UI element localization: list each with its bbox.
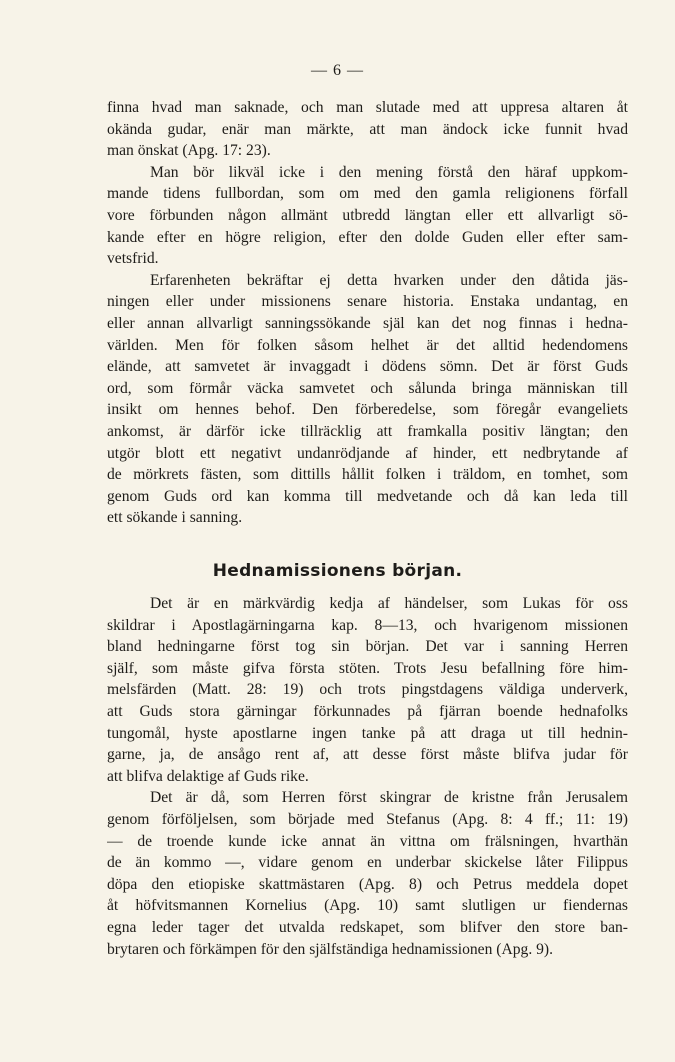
text-line: insikt om hennes behof. Den förberedelse, som föregår evangeliets <box>107 401 628 419</box>
text-line: de mörkrets fästen, som dittills hållit folken i träldom, en tomhet, som <box>107 466 628 484</box>
text-line: ankomst, är därför icke tillräcklig att framkalla positiv längtan; den <box>107 422 628 440</box>
text-line: ningen eller under missionens senare historia. Enstaka undantag, en <box>107 293 628 311</box>
text-line: — de troende kunde icke annat än vittna om frälsningen, hvarthän <box>107 832 628 850</box>
page-number: — 6 — <box>311 62 364 79</box>
text-line: själf, som måste gifva första stöten. Trots Jesu befallning före him- <box>107 659 628 677</box>
text-line: bland hedningarne först tog sin början. Det var i sanning Herren <box>107 638 628 656</box>
text-line: ord, som förmår väcka samvetet och sålunda bringa människan till <box>107 379 628 397</box>
text-line: de än kommo —, vidare genom en underbar skickelse låter Filippus <box>107 854 628 872</box>
section-heading: Hednamissionens början. <box>212 561 463 581</box>
body-text-section-1 <box>107 97 628 529</box>
text-line: skildrar i Apostlagärningarna kap. 8—13, och hvarigenom missionen <box>107 616 628 634</box>
text-line: melsfärden (Matt. 28: 19) och trots pingstdagens väldiga underverk, <box>107 681 628 699</box>
text-line: genom förföljelsen, som började med Stefanus (Apg. 8: 4 ff.; 11: 19) <box>107 810 628 828</box>
text-line: utgör blott ett negativt undanrödjande af hinder, ett nedbrytande af <box>107 444 628 462</box>
text-line: ett sökande i sanning. <box>107 509 243 527</box>
text-line: egna leder tager det utvalda redskapet, som blifver den store ban- <box>107 918 628 936</box>
text-line: åt höfvitsmannen Kornelius (Apg. 10) samt slutligen ur fiendernas <box>107 897 628 915</box>
text-line: att blifva delaktige af Guds rike. <box>107 767 309 785</box>
text-line: Det är då, som Herren först skingrar de kristne från Jerusalem <box>150 789 628 807</box>
text-line: okända gudar, enär man märkte, att man ändock icke funnit hvad <box>107 120 628 138</box>
text-line: brytaren och förkämpen för den själfständiga hednamissionen (Apg. 9). <box>107 940 554 958</box>
body-text-section-2 <box>107 593 628 960</box>
text-line: Erfarenheten bekräftar ej detta hvarken under den dåtida jäs- <box>150 271 628 289</box>
text-line: Man bör likväl icke i den mening förstå den häraf uppkom- <box>150 163 628 181</box>
text-line: tungomål, hyste apostlarne ingen tanke på att draga ut till hednin- <box>107 724 628 742</box>
text-line: världen. Men för folken såsom helhet är det alltid hedendomens <box>107 336 628 354</box>
text-line: eller annan allvarligt sanningssökande själ kan det nog finnas i hedna- <box>107 314 628 332</box>
text-line: kande efter en högre religion, efter den dolde Guden eller efter sam- <box>107 228 628 246</box>
text-line: man önskat (Apg. 17: 23). <box>107 142 271 160</box>
text-line: att Guds stora gärningar förkunnades på fjärran boende hednafolks <box>107 702 628 720</box>
text-line: finna hvad man saknade, och man slutade med att uppresa altaren åt <box>107 99 628 116</box>
text-line: garne, ja, de ansågo rent af, att desse först måste blifva judar för <box>107 746 628 764</box>
text-line: döpa den etiopiske skattmästaren (Apg. 8) och Petrus meddela dopet <box>107 875 628 893</box>
text-line: elände, att samvetet är invaggadt i dödens sömn. Det är först Guds <box>107 358 628 376</box>
text-line: vore förbunden någon allmänt utbredd längtan eller ett allvarligt sö- <box>107 206 628 224</box>
text-line: vetsfrid. <box>107 250 159 268</box>
text-line: Det är en märkvärdig kedja af händelser, som Lukas för oss <box>150 595 628 612</box>
text-line: genom Guds ord kan komma till medvetande och då kan leda till <box>107 487 628 505</box>
text-line: mande tidens fullbordan, som om med den gamla religionens förfall <box>107 185 628 203</box>
